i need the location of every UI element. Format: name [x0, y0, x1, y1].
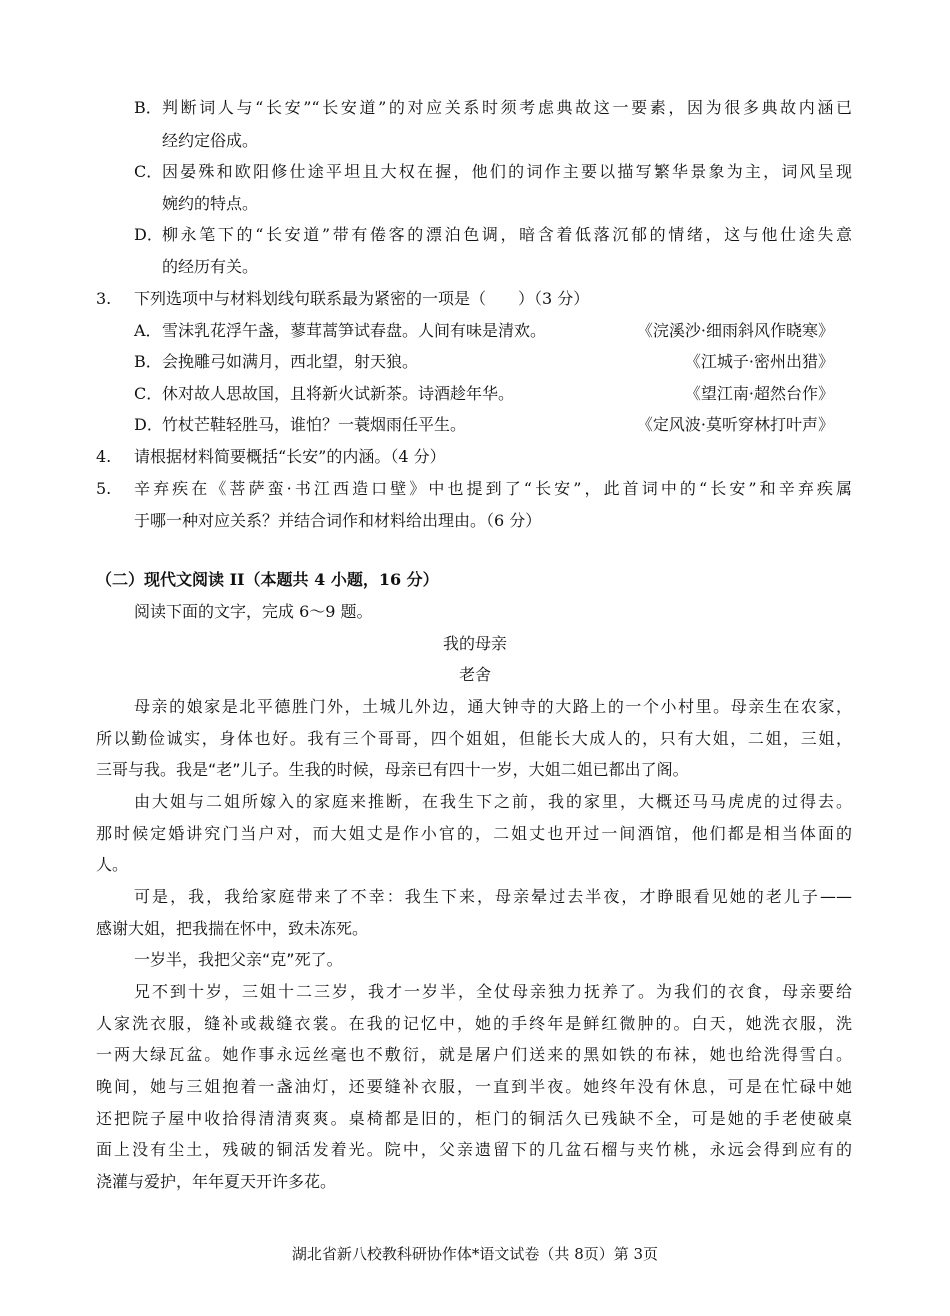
paragraph-line: 可是，我，我给家庭带来了不幸：我生下来，母亲晕过去半夜，才睁眼看见她的老儿子—— — [134, 887, 852, 906]
option-label: D． — [134, 225, 163, 244]
option-label: A． — [134, 321, 162, 340]
section-instruction: 阅读下面的文字，完成 6～9 题。 — [134, 602, 373, 621]
option-text: 竹杖芒鞋轻胜马，谁怕？一蓑烟雨任平生。 — [162, 415, 467, 434]
option-source: 《江城子·密州出猎》 — [684, 352, 834, 371]
article-title: 我的母亲 — [442, 634, 507, 653]
option-text-cont: 的经历有关。 — [162, 257, 259, 276]
paragraph-line: 感谢大姐，把我揣在怀中，致未冻死。 — [96, 919, 369, 938]
paragraph-line: 三哥与我。我是“老”儿子。生我的时候，母亲已有四十一岁，大姐二姐已都出了阁。 — [96, 760, 689, 779]
paragraph-line: 人。 — [96, 855, 129, 874]
option-text: 柳永笔下的“长安道”带有倦客的漂泊色调，暗含着低落沉郁的情绪，这与他仕途失意 — [162, 225, 852, 244]
option-text: 判断词人与“长安”“长安道”的对应关系时须考虑典故这一要素，因为很多典故内涵已 — [162, 98, 852, 117]
paragraph-line: 由大姐与二姐所嫁入的家庭来推断，在我生下之前，我的家里，大概还马马虎虎的过得去。 — [134, 792, 852, 811]
paragraph-line: 面上没有尘土，残破的铜活发着光。院中，父亲遗留下的几盆石榴与夹竹桃，永远会得到应有的 — [96, 1140, 852, 1159]
option-text-cont: 经约定俗成。 — [162, 131, 259, 150]
paragraph-line: 还把院子屋中收拾得清清爽爽。桌椅都是旧的，柜门的铜活久已残缺不全，可是她的手老使破桌 — [96, 1109, 852, 1128]
question-number: 5. — [96, 479, 112, 498]
option-source: 《浣溪沙·细雨斜风作晓寒》 — [636, 321, 834, 340]
paragraph-line: 浇灌与爱护，年年夏天开许多花。 — [96, 1172, 337, 1191]
paragraph-line: 一两大绿瓦盆。她作事永远丝毫也不敷衍，就是屠户们送来的黑如铁的布袜，她也给洗得雪白。 — [96, 1045, 852, 1064]
paragraph-line: 那时候定婚讲究门当户对，而大姐丈是作小官的，二姐丈也开过一间酒馆，他们都是相当体面的 — [96, 824, 852, 843]
option-text: 因晏殊和欧阳修仕途平坦且大权在握，他们的词作主要以描写繁华景象为主，词风呈现 — [162, 162, 852, 181]
option-text: 会挽雕弓如满月，西北望，射天狼。 — [162, 352, 419, 371]
option-label: B． — [134, 98, 162, 117]
question-number: 4. — [96, 447, 112, 466]
question-stem: 辛弃疾在《菩萨蛮·书江西造口壁》中也提到了“长安”，此首词中的“长安”和辛弃疾属 — [134, 479, 852, 498]
paragraph-line: 人家洗衣服，缝补或裁缝衣裳。在我的记忆中，她的手终年是鲜红微肿的。白天，她洗衣服，洗 — [96, 1014, 852, 1033]
option-label: C． — [134, 162, 163, 181]
option-text-cont: 婉约的特点。 — [162, 194, 259, 213]
option-text: 休对故人思故国，且将新火试新茶。诗酒趁年华。 — [162, 384, 515, 403]
article-author: 老舍 — [458, 665, 491, 684]
question-stem-cont: 于哪一种对应关系？并结合词作和材料给出理由。（6 分） — [134, 511, 542, 530]
section-title: （二）现代文阅读 II（本题共 4 小题，16 分） — [96, 570, 439, 589]
option-label: D． — [134, 415, 163, 434]
question-stem: 请根据材料简要概括“长安”的内涵。（4 分） — [134, 447, 446, 466]
question-stem: 下列选项中与材料划线句联系最为紧密的一项是（ ）（3 分） — [134, 289, 590, 308]
paragraph-line: 兄不到十岁，三姐十二三岁，我才一岁半，全仗母亲独力抚养了。为我们的衣食，母亲要给 — [134, 982, 852, 1001]
option-label: B． — [134, 352, 162, 371]
paragraph-line: 母亲的娘家是北平德胜门外，土城儿外边，通大钟寺的大路上的一个小村里。母亲生在农家， — [134, 697, 852, 716]
paragraph-line: 晚间，她与三姐抱着一盏油灯，还要缝补衣服，一直到半夜。她终年没有休息，可是在忙碌中她 — [96, 1077, 852, 1096]
option-label: C． — [134, 384, 163, 403]
option-text: 雪沫乳花浮午盏，蓼茸蒿笋试春盘。人间有味是清欢。 — [162, 321, 547, 340]
question-number: 3. — [96, 289, 112, 308]
option-source: 《定风波·莫听穿林打叶声》 — [636, 415, 834, 434]
page-footer: 湖北省新八校教科研协作体*语文试卷（共 8页）第 3页 — [291, 1245, 659, 1263]
paragraph-line: 所以勤俭诚实，身体也好。我有三个哥哥，四个姐姐，但能长大成人的，只有大姐，二姐，三姐， — [96, 729, 852, 748]
option-source: 《望江南·超然台作》 — [684, 384, 834, 403]
paragraph-line: 一岁半，我把父亲“克”死了。 — [134, 950, 343, 969]
